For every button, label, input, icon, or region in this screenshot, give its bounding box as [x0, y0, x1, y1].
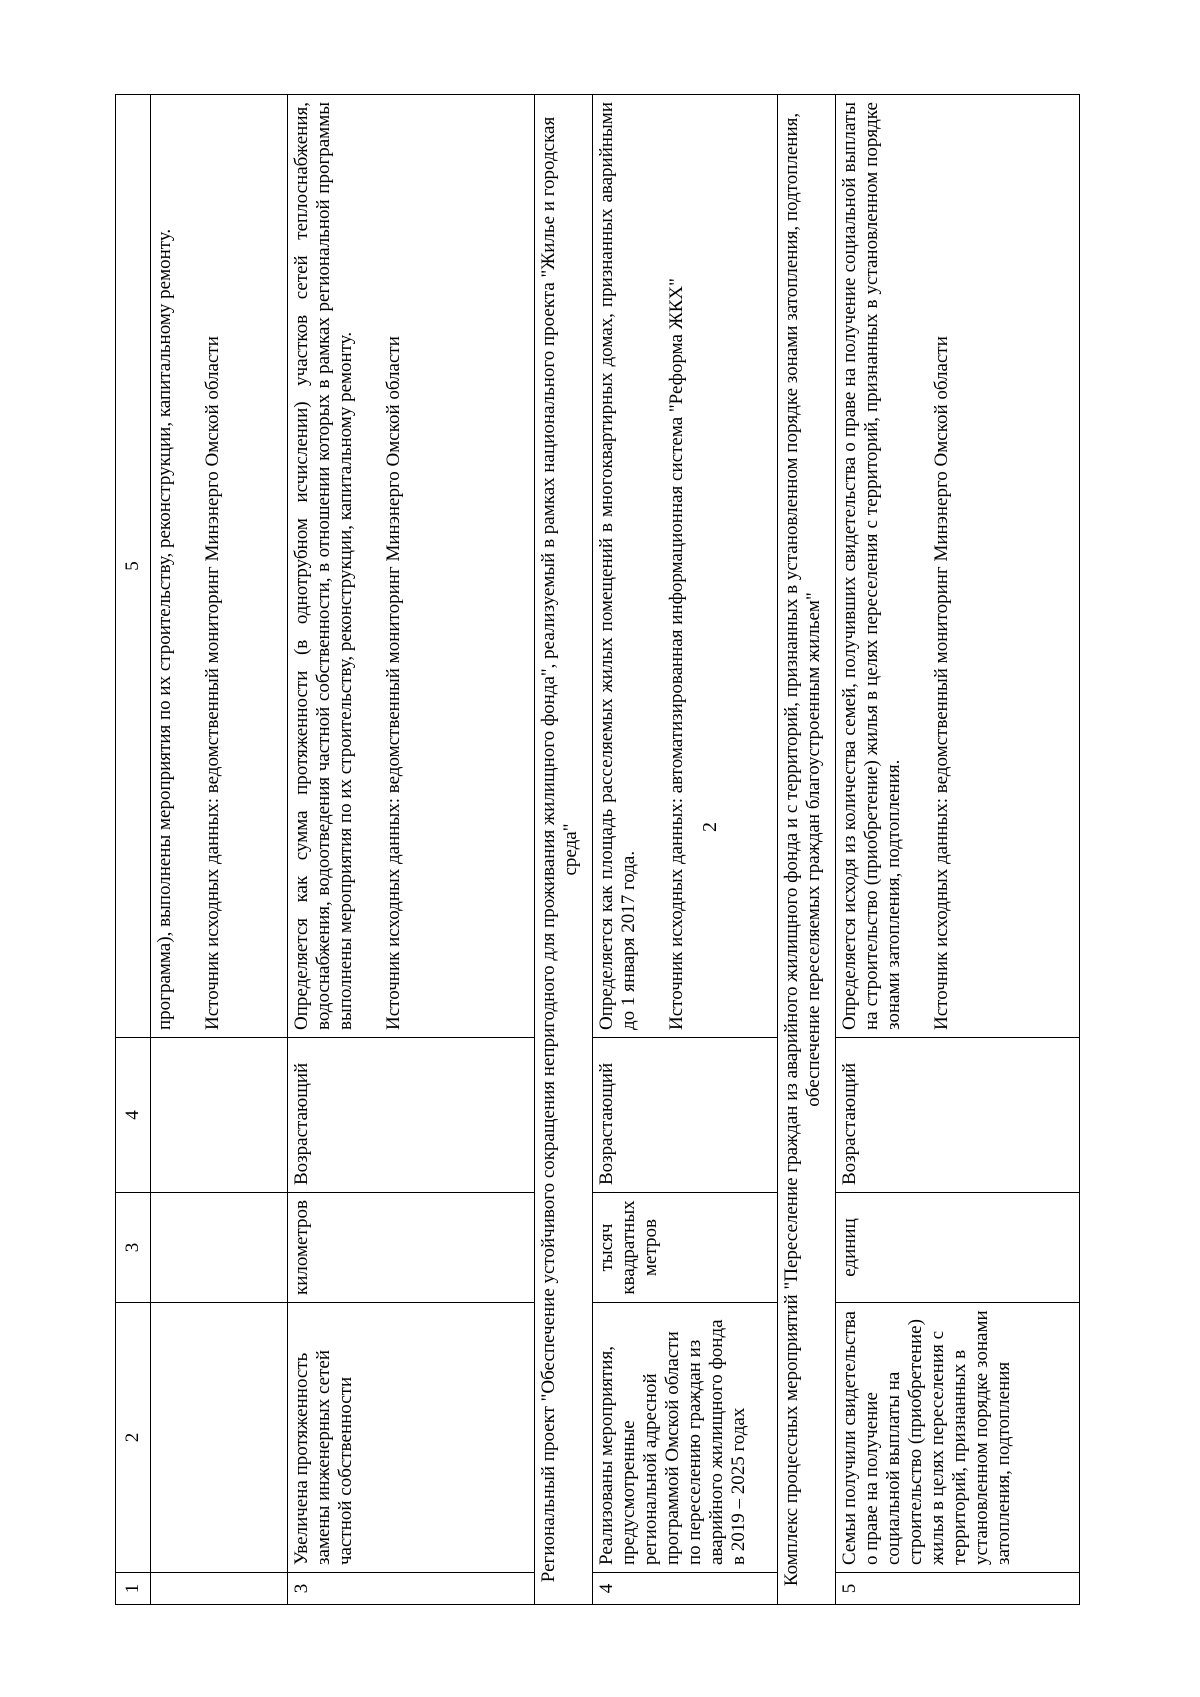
direction-cell [151, 1038, 288, 1193]
page-number: 2 [699, 822, 721, 832]
source-text: Источник исходных данных: ведомственный мониторинг Минэнерго Омской области [931, 336, 953, 1030]
section-row-regional-project [535, 95, 593, 1605]
row-number [151, 1573, 288, 1605]
table-row-4 [593, 95, 778, 1605]
table-row-continuation [151, 95, 288, 1605]
method-cell [288, 95, 535, 1038]
header-cell-4: 4 [116, 1038, 151, 1193]
table-row-5 [836, 95, 1080, 1605]
method-cell [593, 95, 778, 1038]
indicators-table [115, 94, 1080, 1605]
row-number: 5 [836, 1573, 1080, 1605]
rotated-table-container [115, 95, 1080, 1605]
source-text: Источник исходных данных: ведомственный мониторинг Минэнерго Омской области [383, 336, 405, 1030]
direction-cell: Возрастающий [593, 1038, 778, 1193]
section-row-process-complex [778, 95, 836, 1605]
unit-cell: километров [288, 1193, 535, 1303]
source-text: Источник исходных данных: ведомственный мониторинг Минэнерго Омской области [202, 336, 224, 1030]
indicator-name: Увеличена протяженность замены инженерных сетей частной собственности [288, 1303, 535, 1573]
direction-cell: Возрастающий [836, 1038, 1080, 1193]
unit-cell: единиц [836, 1193, 1080, 1303]
section-title-process-complex: Комплекс процессных мероприятий "Переселение граждан из аварийного жилищного фонда и с территорий, признанных в установленном порядке зонами затопления, подтопления, обеспечение переселяемых граждан благоустроенным жильем" [778, 95, 836, 1605]
header-cell-1: 1 [116, 1573, 151, 1605]
header-cell-5: 5 [116, 95, 151, 1038]
method-text: Определяется исходя из количества семей, получивших свидетельства о праве на получение социальной выплаты на строительство (приобретение) жилья в целях переселения с территорий, признанных в установленном порядке зонами затопления, подтопления. [839, 102, 905, 1030]
source-text: Источник исходных данных: автоматизированная информационная система "Реформа ЖКХ" [666, 278, 688, 1030]
method-cell [151, 95, 288, 1038]
method-text: Определяется как сумма протяженности (в однотрубном исчислении) участков сетей теплоснабжения, водоснабжения, водоотведения частной собственности, в отношении которых в рамках региональной программы выполнены мероприятия по их строительству, реконструкции, капитальному ремонту. [291, 102, 357, 1030]
table-row-3 [288, 95, 535, 1605]
header-cell-3: 3 [116, 1193, 151, 1303]
unit-cell: тысяч квадратных метров [593, 1193, 778, 1303]
header-cell-2: 2 [116, 1303, 151, 1573]
header-row [116, 95, 151, 1605]
unit-cell [151, 1193, 288, 1303]
indicator-name [151, 1303, 288, 1573]
indicator-name: Семьи получили свидетельства о праве на получение социальной выплаты на строительство (приобретение) жилья в целях переселения с территорий, признанных в установленном порядке зонами затопления, подтопления [836, 1303, 1080, 1573]
indicator-name: Реализованы мероприятия, предусмотренные региональной адресной программой Омской области по переселению граждан из аварийного жилищного фонда в 2019 – 2025 годах [593, 1303, 778, 1573]
method-text: Определяется как площадь расселяемых жилых помещений в многоквартирных домах, признанных аварийными до 1 января 2017 года. [596, 102, 640, 1030]
method-text: программа), выполнены мероприятия по их строительству, реконструкции, капитальному ремонту. [154, 228, 175, 1030]
section-title-regional-project: Региональный проект "Обеспечение устойчивого сокращения непригодного для проживания жилищного фонда", реализуемый в рамках национального проекта "Жилье и городская среда" [535, 95, 593, 1605]
direction-cell: Возрастающий [288, 1038, 535, 1193]
method-cell [836, 95, 1080, 1038]
row-number: 4 [593, 1573, 778, 1605]
row-number: 3 [288, 1573, 535, 1605]
